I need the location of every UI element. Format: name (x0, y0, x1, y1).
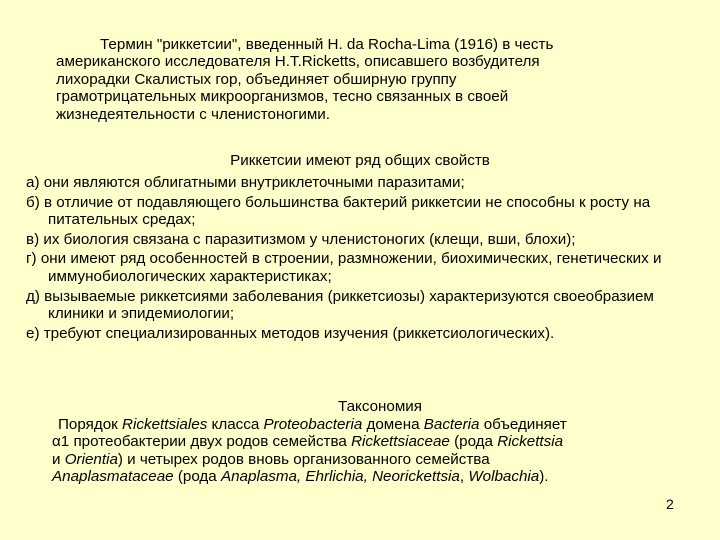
text: класса (207, 416, 264, 433)
intro-line: лихорадки Скалистых гор, объединяет обширную группу (56, 70, 457, 88)
taxon-order: Rickettsiales (122, 416, 208, 433)
taxonomy-line (52, 433, 712, 450)
list-item: а) они являются облигатными внутриклеточными паразитами; (26, 174, 465, 191)
text: (рода (449, 433, 498, 451)
properties-list (26, 174, 710, 344)
text: домена (362, 416, 424, 433)
taxonomy-line (52, 416, 712, 433)
taxonomy-title: Таксономия (337, 398, 423, 415)
properties-title: Риккетсии имеют ряд общих свойств (230, 152, 490, 169)
text: ) и четырех родов вновь организованного семейства (117, 450, 490, 468)
taxon-family: Rickettsiaceae (351, 433, 450, 451)
list-item: г) они имеют ряд особенностей в строении, размножении, биохимических, генетических и иммунобиологических характеристиках; (26, 250, 662, 285)
intro-line: Термин "риккетсии", введенный H. da Rocha-Lima (1916) в честь (100, 36, 554, 53)
intro-paragraph (56, 36, 696, 123)
taxon-genus: Orientia (64, 450, 118, 468)
taxon-domain: Bacteria (423, 416, 480, 433)
taxonomy-paragraph (52, 416, 712, 486)
taxon-family: Anaplasmataceae (52, 468, 174, 486)
list-item: в) их биология связана с паразитизмом у членистоногих (клещи, вши, блохи); (26, 230, 576, 248)
text: ). (539, 468, 549, 486)
list-item: б) в отличие от подавляющего большинства бактерий риккетсии не способны к росту на питательных средах; (26, 193, 651, 229)
intro-line: американского исследователя H.T.Ricketts, описавшего возбудителя (56, 53, 540, 71)
text: , (459, 468, 469, 486)
text: объединяет (479, 416, 567, 433)
intro-line: грамотрицательных микроорганизмов, тесно связанных в своей (56, 88, 509, 106)
taxonomy-line (52, 451, 712, 468)
text: Порядок (58, 416, 123, 433)
taxon-genus-list: Anaplasma, Ehrlichia, Neorickettsia (220, 468, 460, 486)
taxon-genus: Wolbachia (468, 468, 540, 486)
intro-line: жизнедеятельности с членистоногими. (56, 105, 330, 123)
taxon-genus: Rickettsia (497, 433, 564, 451)
text: α1 протеобактерии двух родов семейства (52, 433, 352, 451)
page-number: 2 (666, 496, 674, 512)
text: (рода (173, 468, 221, 486)
taxonomy-line (52, 468, 712, 485)
text: и (52, 450, 65, 468)
list-item: е) требуют специализированных методов изучения (риккетсиологических). (26, 324, 555, 342)
list-item: д) вызываемые риккетсиями заболевания (риккетсиозы) характеризуются своеобразием клиники и эпидемиологии; (26, 287, 654, 323)
taxon-class: Proteobacteria (263, 416, 363, 433)
